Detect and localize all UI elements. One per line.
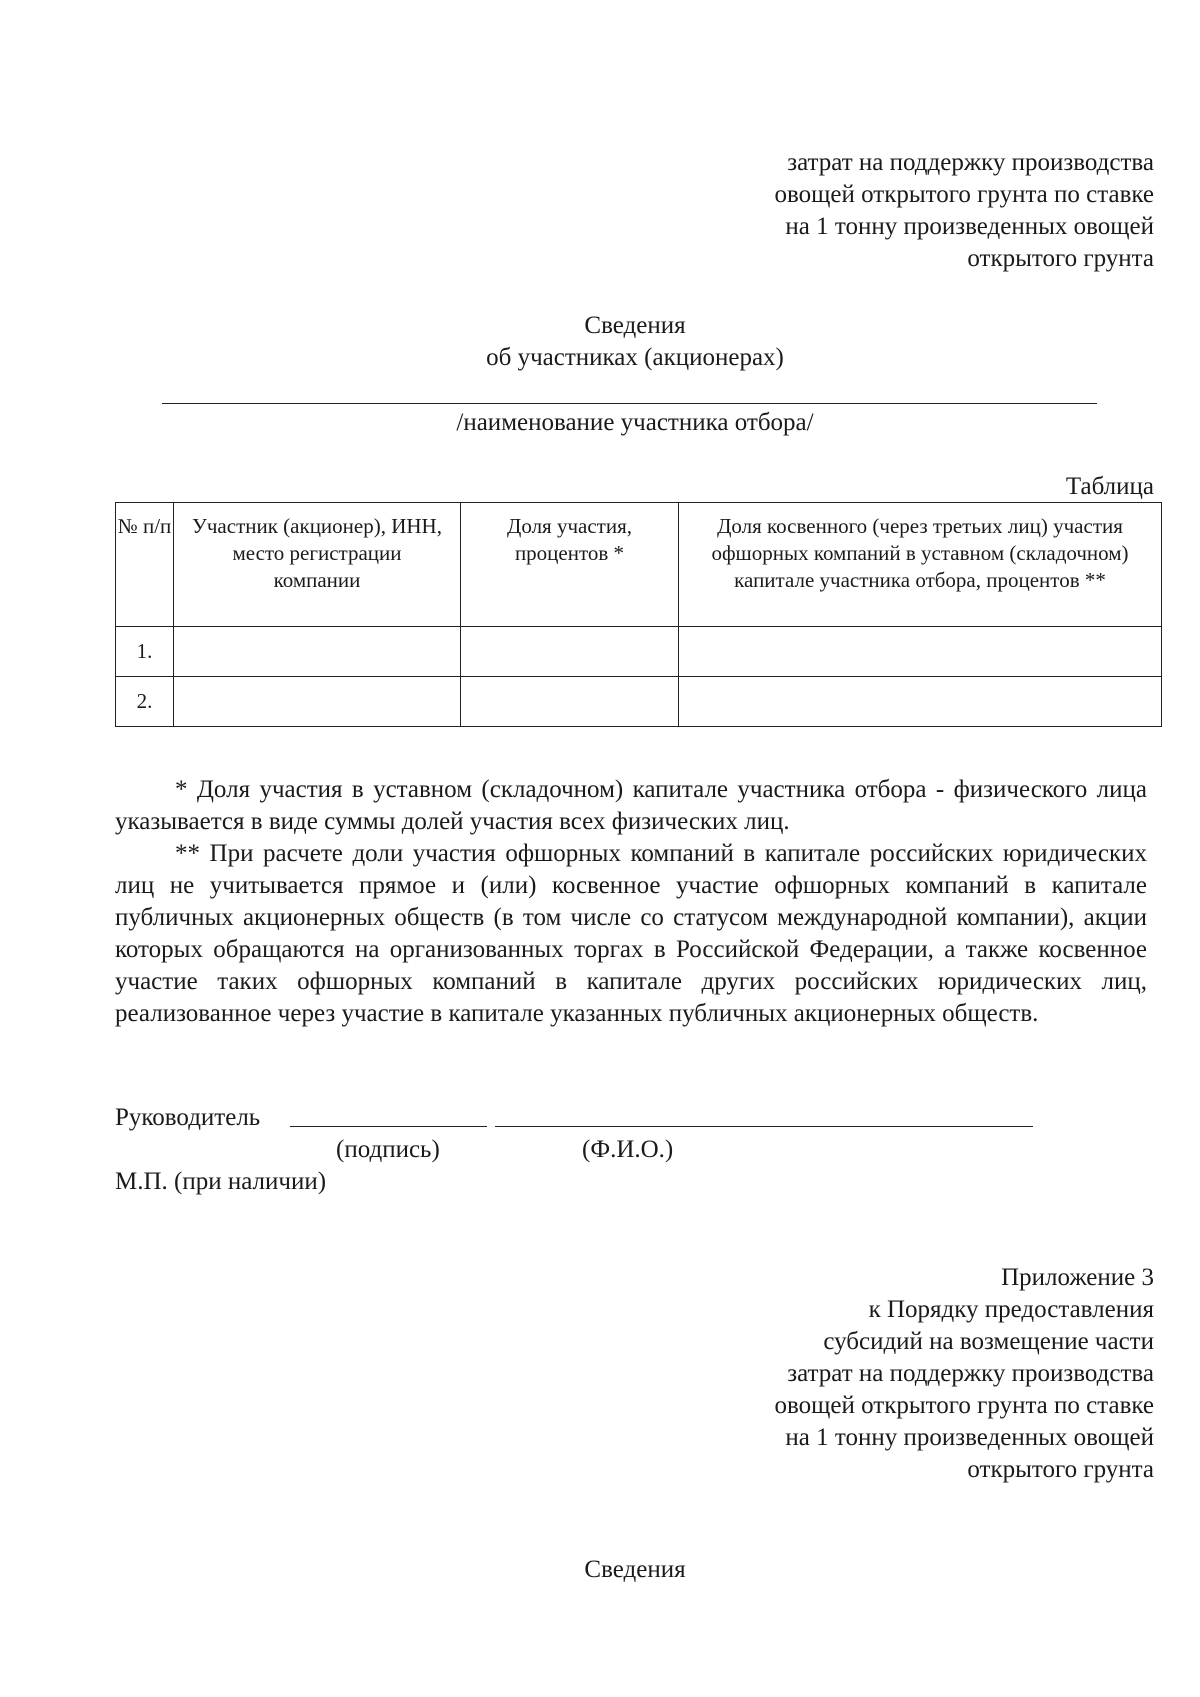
appendix-line: открытого грунта xyxy=(967,1456,1154,1483)
row-number: 1. xyxy=(116,627,174,677)
header-line: овощей открытого грунта по ставке xyxy=(774,181,1154,208)
header-number: № п/п xyxy=(116,503,174,627)
footnote-2: ** При расчете доли участия офшорных компаний в капитале российских юридических лиц не учитывается прямое и (или) косвенное участие офшорных компаний в капитале публичных акционерных обществ (в том числе со статусом международной компании), акции которых обращаются на организованных торгах в Российской Федерации, а также косвенное участие таких офшорных компаний в капитале других российских юридических лиц, реализованное через участие в капитале указанных публичных акционерных обществ. xyxy=(115,840,1147,1027)
shareholders-table xyxy=(115,502,1162,727)
footnotes xyxy=(115,774,1147,1030)
header-line: на 1 тонну произведенных овощей xyxy=(785,213,1154,240)
participant-name-caption: /наименование участника отбора/ xyxy=(456,409,814,436)
table-row xyxy=(116,677,1162,727)
name-underline xyxy=(162,403,1097,404)
signature-caption: (подпись) xyxy=(336,1136,440,1163)
appendix-line: на 1 тонну произведенных овощей xyxy=(785,1424,1154,1451)
appendix-line: к Порядку предоставления xyxy=(868,1296,1154,1323)
table-row xyxy=(116,627,1162,677)
header-share: Доля участия, процентов * xyxy=(461,503,679,627)
appendix-line: Приложение 3 xyxy=(1001,1264,1154,1291)
cell-share xyxy=(461,677,679,727)
appendix-line: субсидий на возмещение части xyxy=(823,1328,1154,1355)
signature-line xyxy=(290,1126,487,1127)
cell-share xyxy=(461,627,679,677)
header-participant: Участник (акционер), ИНН, место регистрации компании xyxy=(174,503,461,627)
header-offshore-share: Доля косвенного (через третьих лиц) участия офшорных компаний в уставном (складочном) капитале участника отбора, процентов ** xyxy=(679,503,1162,627)
head-label: Руководитель xyxy=(115,1104,261,1131)
cell-offshore-share xyxy=(679,677,1162,727)
appendix-line: затрат на поддержку производства xyxy=(787,1360,1154,1387)
header-continuation xyxy=(775,147,1154,275)
cell-offshore-share xyxy=(679,627,1162,677)
table-header-row xyxy=(116,503,1162,627)
section2-title: Сведения xyxy=(584,1556,686,1583)
header-line: затрат на поддержку производства xyxy=(787,149,1154,176)
cell-participant xyxy=(174,677,461,727)
stamp-label: М.П. (при наличии) xyxy=(115,1168,327,1195)
cell-participant xyxy=(174,627,461,677)
appendix-header xyxy=(775,1262,1154,1486)
document-subtitle: об участниках (акционерах) xyxy=(486,344,784,371)
full-name-caption: (Ф.И.О.) xyxy=(582,1136,674,1163)
header-line: открытого грунта xyxy=(967,245,1154,272)
row-number: 2. xyxy=(116,677,174,727)
appendix-line: овощей открытого грунта по ставке xyxy=(774,1392,1154,1419)
full-name-line xyxy=(495,1126,1033,1127)
footnote-1: * Доля участия в уставном (складочном) капитале участника отбора - физического лица указывается в виде суммы долей участия всех физических лиц. xyxy=(115,776,1147,835)
document-title: Сведения xyxy=(584,312,686,339)
table-label: Таблица xyxy=(1065,473,1154,500)
